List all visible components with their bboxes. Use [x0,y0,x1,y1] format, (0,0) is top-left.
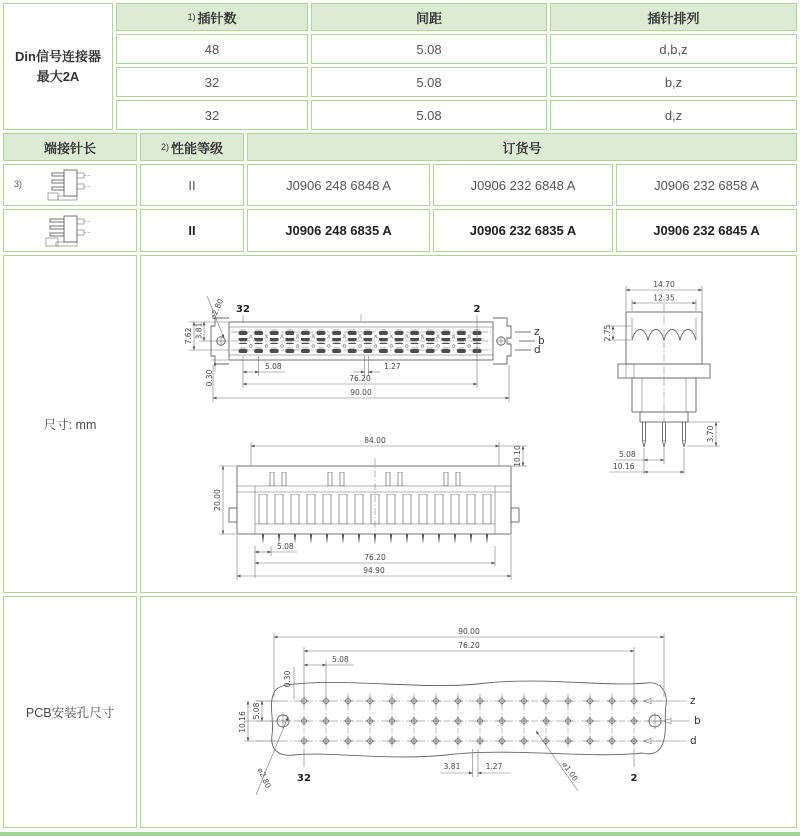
pin-count-value: 32 [116,100,308,130]
pitch-value: 5.08 [311,34,547,64]
side-dim-2-75: 2.75 [603,324,612,342]
order-number: J0906 232 6835 A [433,209,613,252]
pin-count-value: 32 [116,67,308,97]
grade-value: II [140,164,244,206]
header-pin-arrangement [550,3,797,31]
pcb-dim-3-81: 3.81 [443,762,461,771]
side-dim-10-16: 10.16 [613,462,635,471]
header-performance-grade [140,133,244,161]
pcb-label: PCB安装孔尺寸 [3,596,137,828]
front-row-d-label: d [534,344,541,356]
header-pin-arrangement-label: 插针排列 [647,10,700,26]
dimensions-drawing-area [140,255,797,593]
front-dim-90-00: 90.00 [350,388,372,397]
front-dim-0-30: 0.30 [205,369,214,387]
front-pin32-label: 32 [236,304,250,315]
front-dim-3-81: 3.81 [194,322,204,340]
bottom-dim-94-90: 94.90 [363,566,385,575]
header-pin-count-sup: 1) [187,12,196,22]
section-pcb [3,596,797,828]
pcb-dim-5-08-left: 5.08 [252,702,261,720]
front-dim-dia: ⌀2.80 [208,297,226,321]
pitch-value: 5.08 [311,67,547,97]
header-performance-grade-label: 性能等级 [171,140,224,156]
bottom-dim-76-20: 76.20 [364,553,386,562]
section-dimensions [3,255,797,593]
front-dim-5-08: 5.08 [265,362,282,371]
order-number: J0906 248 6848 A [247,164,430,206]
front-view-drawing [181,276,561,421]
footnote-marker: 3) [14,179,23,189]
bottom-accent-bar [0,832,800,836]
header-order-number-label: 订货号 [502,140,542,156]
pcb-row-b-label: b [694,715,701,727]
front-dim-76-20: 76.20 [349,374,371,383]
header-performance-grade-sup: 2) [160,142,169,152]
termination-pin-cell [3,164,137,206]
side-dim-3-70: 3.70 [706,425,715,443]
table2-header-row [3,133,797,161]
pitch-value: 5.08 [311,100,547,130]
front-row-b-label: b [538,335,545,347]
pcb-dim-dia-1-00: ⌀1.00 [560,760,580,783]
side-dim-5-08: 5.08 [619,450,636,459]
pcb-dim-5-08-top: 5.08 [332,655,349,664]
order-number: J0906 232 6858 A [616,164,797,206]
pcb-drawing-area [140,596,797,828]
grade-value: II [140,209,244,252]
bottom-view-drawing [209,426,539,586]
table-order-numbers [3,133,797,252]
front-dim-7-62: 7.62 [184,327,193,345]
table1-row-3 [116,100,797,130]
table1-row-2 [116,67,797,97]
side-dim-14-70: 14.70 [653,280,675,289]
pcb-dim-10-16: 10.16 [238,711,247,733]
pcb-hole-pattern-drawing [226,609,706,819]
termination-pin-cell [3,209,137,252]
arrangement-value: b,z [550,67,797,97]
family-name: Din信号连接器 [15,49,101,64]
dimensions-label: 尺寸: mm [3,255,137,593]
family-rating: 最大2A [36,68,80,84]
header-order-number [247,133,797,161]
termination-pin-icon [44,167,96,203]
bottom-dim-5-08: 5.08 [277,542,294,551]
header-termination-length [3,133,137,161]
order-row-2 [3,209,797,252]
table-connector-family [3,3,797,130]
pcb-dim-90-00: 90.00 [458,627,480,636]
front-pin2-label: 2 [473,304,481,315]
side-view-drawing [586,274,736,479]
pcb-pin2-label: 2 [630,773,638,784]
bottom-dim-20-00: 20.00 [213,489,222,511]
header-pitch [311,3,547,31]
front-row-z-label: z [534,326,540,338]
order-row-1 [3,164,797,206]
header-pin-count-label: 插针数 [197,10,237,26]
pcb-dim-0-30: 0.30 [283,670,292,688]
pcb-pin32-label: 32 [297,773,311,784]
front-dim-1-27: 1.27 [384,362,401,371]
pin-count-value: 48 [116,34,308,64]
pcb-dim-76-20: 76.20 [458,641,480,650]
arrangement-value: d,b,z [550,34,797,64]
order-number: J0906 232 6845 A [616,209,797,252]
header-pin-count [116,3,308,31]
order-number: J0906 248 6835 A [247,209,430,252]
side-dim-12-35: 12.35 [653,293,675,303]
pcb-dim-1-27: 1.27 [485,762,503,771]
pcb-row-z-label: z [690,695,696,707]
arrangement-value: d,z [550,100,797,130]
pcb-dim-dia-2-80: ⌀2.80 [255,766,273,790]
table1-header-row [116,3,797,31]
header-termination-length-label: 端接针长 [43,140,96,156]
bottom-dim-84-00: 84.00 [364,436,386,445]
family-label-cell [3,3,113,130]
pcb-row-d-label: d [690,735,697,747]
order-number: J0906 232 6848 A [433,164,613,206]
table1-row-1 [116,34,797,64]
header-pitch-label: 间距 [415,10,442,26]
termination-pin-icon [44,213,96,249]
bottom-dim-10-10: 10.10 [513,445,522,467]
